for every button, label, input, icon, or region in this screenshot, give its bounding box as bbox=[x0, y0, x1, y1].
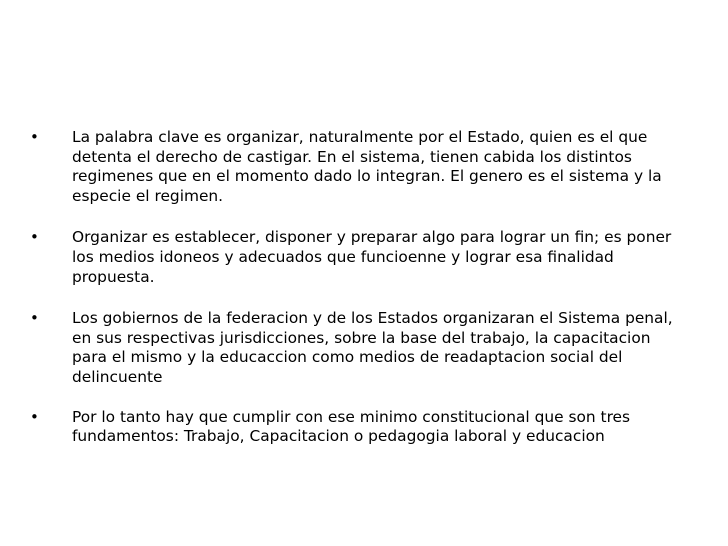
bullet-item bbox=[30, 408, 690, 447]
bullet-marker: • bbox=[30, 407, 39, 426]
bullet-text: Por lo tanto hay que cumplir con ese minimo constitucional que son tres fundamentos: Trabajo, Capacitacion o pedagogia laboral y educacion bbox=[72, 407, 631, 446]
bullet-item bbox=[30, 128, 690, 206]
bullet-text: Los gobiernos de la federacion y de los Estados organizaran el Sistema penal, en sus respectivas jurisdicciones, sobre la base del trabajo, la capacitacion para el mismo y la educaccion como medios de readaptacion social del delincuente bbox=[72, 309, 673, 386]
bullet-item bbox=[30, 309, 690, 387]
bullet-text: Organizar es establecer, disponer y preparar algo para lograr un fin; es poner los medios idoneos y adecuados que funcioenne y lograr esa finalidad propuesta. bbox=[72, 228, 672, 286]
bullet-text: La palabra clave es organizar, naturalmente por el Estado, quien es el que detenta el derecho de castigar. En el sistema, tienen cabida los distintos regimenes que en el momento dado lo integran. El genero es el sistema y la especie el regimen. bbox=[72, 128, 662, 205]
bullet-marker: • bbox=[30, 228, 39, 247]
bullet-item bbox=[30, 228, 690, 287]
bullet-marker: • bbox=[30, 128, 39, 146]
bullet-marker: • bbox=[30, 309, 39, 328]
bullet-list bbox=[30, 128, 690, 469]
